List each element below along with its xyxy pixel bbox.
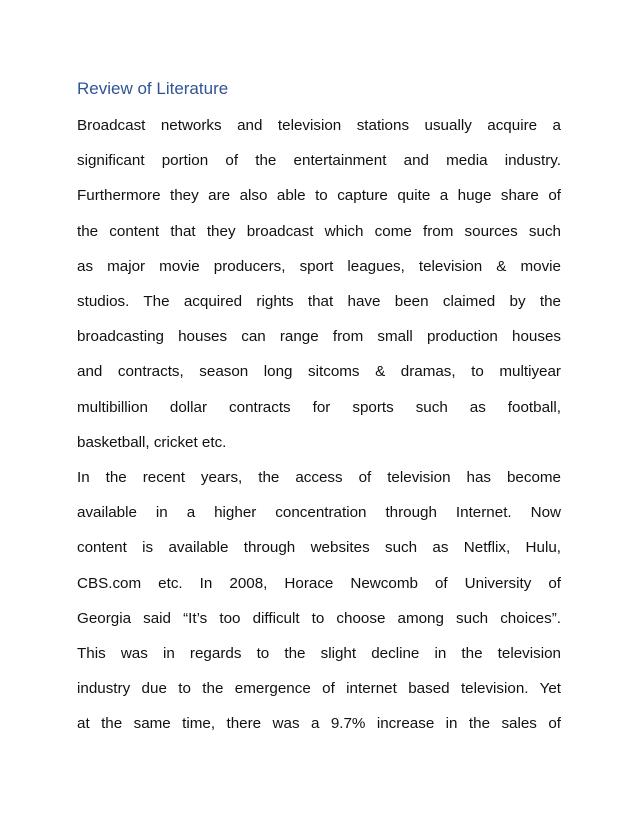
paragraph-line: studios. The acquired rights that have been claimed by the [77, 292, 561, 310]
paragraph-line: as major movie producers, sport leagues, television & movie [77, 257, 561, 275]
paragraph-line: Georgia said “It’s too difficult to choose among such choices”. [77, 609, 561, 627]
paragraph-line: In the recent years, the access of television has become [77, 469, 561, 486]
paragraph-line: Broadcast networks and television stations usually acquire a [77, 117, 561, 134]
paragraph-line: significant portion of the entertainment and media industry. [77, 152, 561, 170]
paragraph-line: CBS.com etc. In 2008, Horace Newcomb of University of [77, 574, 561, 592]
paragraph-line: This was in regards to the slight decline in the television [77, 644, 561, 662]
paragraph-line: basketball, cricket etc. [77, 433, 227, 451]
paragraph-line: at the same time, there was a 9.7% increase in the sales of [77, 715, 561, 733]
paragraph-line: multibillion dollar contracts for sports such as football, [77, 398, 561, 416]
paragraph-line: content is available through websites such as Netflix, Hulu, [77, 539, 561, 557]
paragraph-line: available in a higher concentration through Internet. Now [77, 504, 561, 522]
paragraph-line: and contracts, season long sitcoms & dramas, to multiyear [77, 363, 561, 381]
paragraph-2 [77, 467, 561, 749]
paragraph-line: the content that they broadcast which come from sources such [77, 222, 561, 240]
paragraph-line: industry due to the emergence of internet based television. Yet [77, 680, 561, 698]
paragraph-line: Furthermore they are also able to capture quite a huge share of [77, 187, 561, 205]
paragraph-line: broadcasting houses can range from small production houses [77, 328, 561, 346]
section-heading: Review of Literature [77, 79, 229, 98]
paragraph-1 [77, 115, 561, 467]
